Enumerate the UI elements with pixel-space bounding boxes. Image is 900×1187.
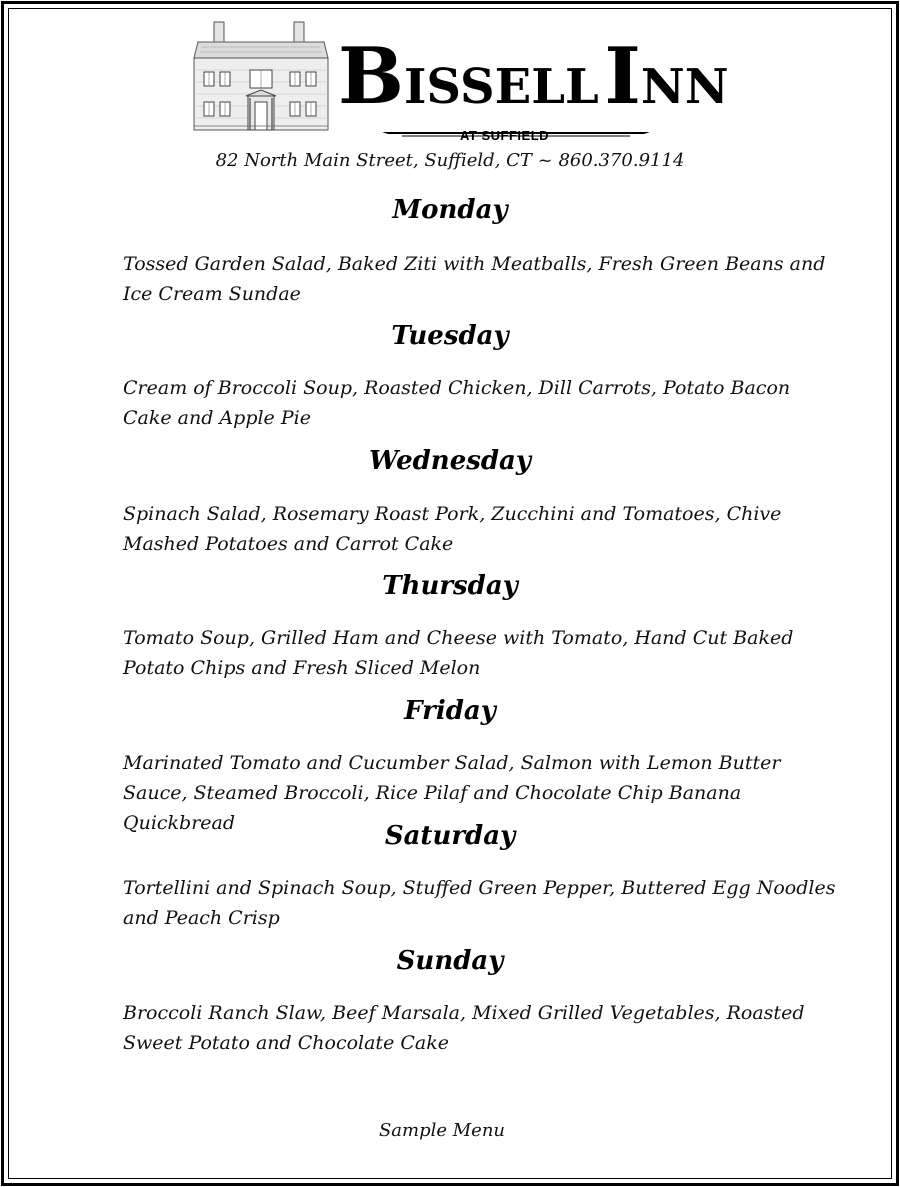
header-logo — [192, 20, 729, 143]
brand-name-rest-1: ISSELL — [403, 59, 599, 115]
menu-tuesday: Cream of Broccoli Soup, Roasted Chicken, Dill Carrots, Potato Bacon Cake and Apple Pie — [123, 377, 791, 429]
menu-sunday: Broccoli Ranch Slaw, Beef Marsala, Mixed Grilled Vegetables, Roasted Sweet Potato and Chocolate Cake — [123, 1002, 805, 1054]
inn-building-icon — [192, 20, 330, 132]
brand-initial-b: B — [338, 31, 404, 122]
brand-name-rest-2: NN — [640, 59, 729, 115]
brand-initial-i: I — [604, 31, 641, 122]
menu-monday: Tossed Garden Salad, Baked Ziti with Meatballs, Fresh Green Beans and Ice Cream Sundae — [123, 253, 826, 305]
day-heading-monday: Monday — [392, 195, 508, 225]
day-heading-friday: Friday — [404, 696, 496, 726]
address-line: 82 North Main Street, Suffield, CT ~ 860.370.9114 — [215, 150, 685, 171]
day-heading-wednesday: Wednesday — [368, 446, 532, 476]
day-heading-saturday: Saturday — [384, 821, 516, 851]
brand-wordmark — [338, 31, 729, 122]
brand-subtitle: AT SUFFIELD — [460, 128, 550, 143]
day-heading-tuesday: Tuesday — [391, 321, 509, 351]
menu-wednesday: Spinach Salad, Rosemary Roast Pork, Zucchini and Tomatoes, Chive Mashed Potatoes and Carrot Cake — [123, 503, 782, 555]
day-heading-thursday: Thursday — [382, 571, 518, 601]
menu-saturday: Tortellini and Spinach Soup, Stuffed Green Pepper, Buttered Egg Noodles and Peach Crisp — [123, 877, 836, 929]
day-heading-sunday: Sunday — [396, 946, 504, 976]
menu-thursday: Tomato Soup, Grilled Ham and Cheese with Tomato, Hand Cut Baked Potato Chips and Fresh Sliced Melon — [123, 627, 794, 679]
footer-note: Sample Menu — [378, 1120, 506, 1141]
menu-friday: Marinated Tomato and Cucumber Salad, Salmon with Lemon Butter Sauce, Steamed Broccoli, Rice Pilaf and Chocolate Chip Banana Quickbread — [123, 752, 781, 834]
